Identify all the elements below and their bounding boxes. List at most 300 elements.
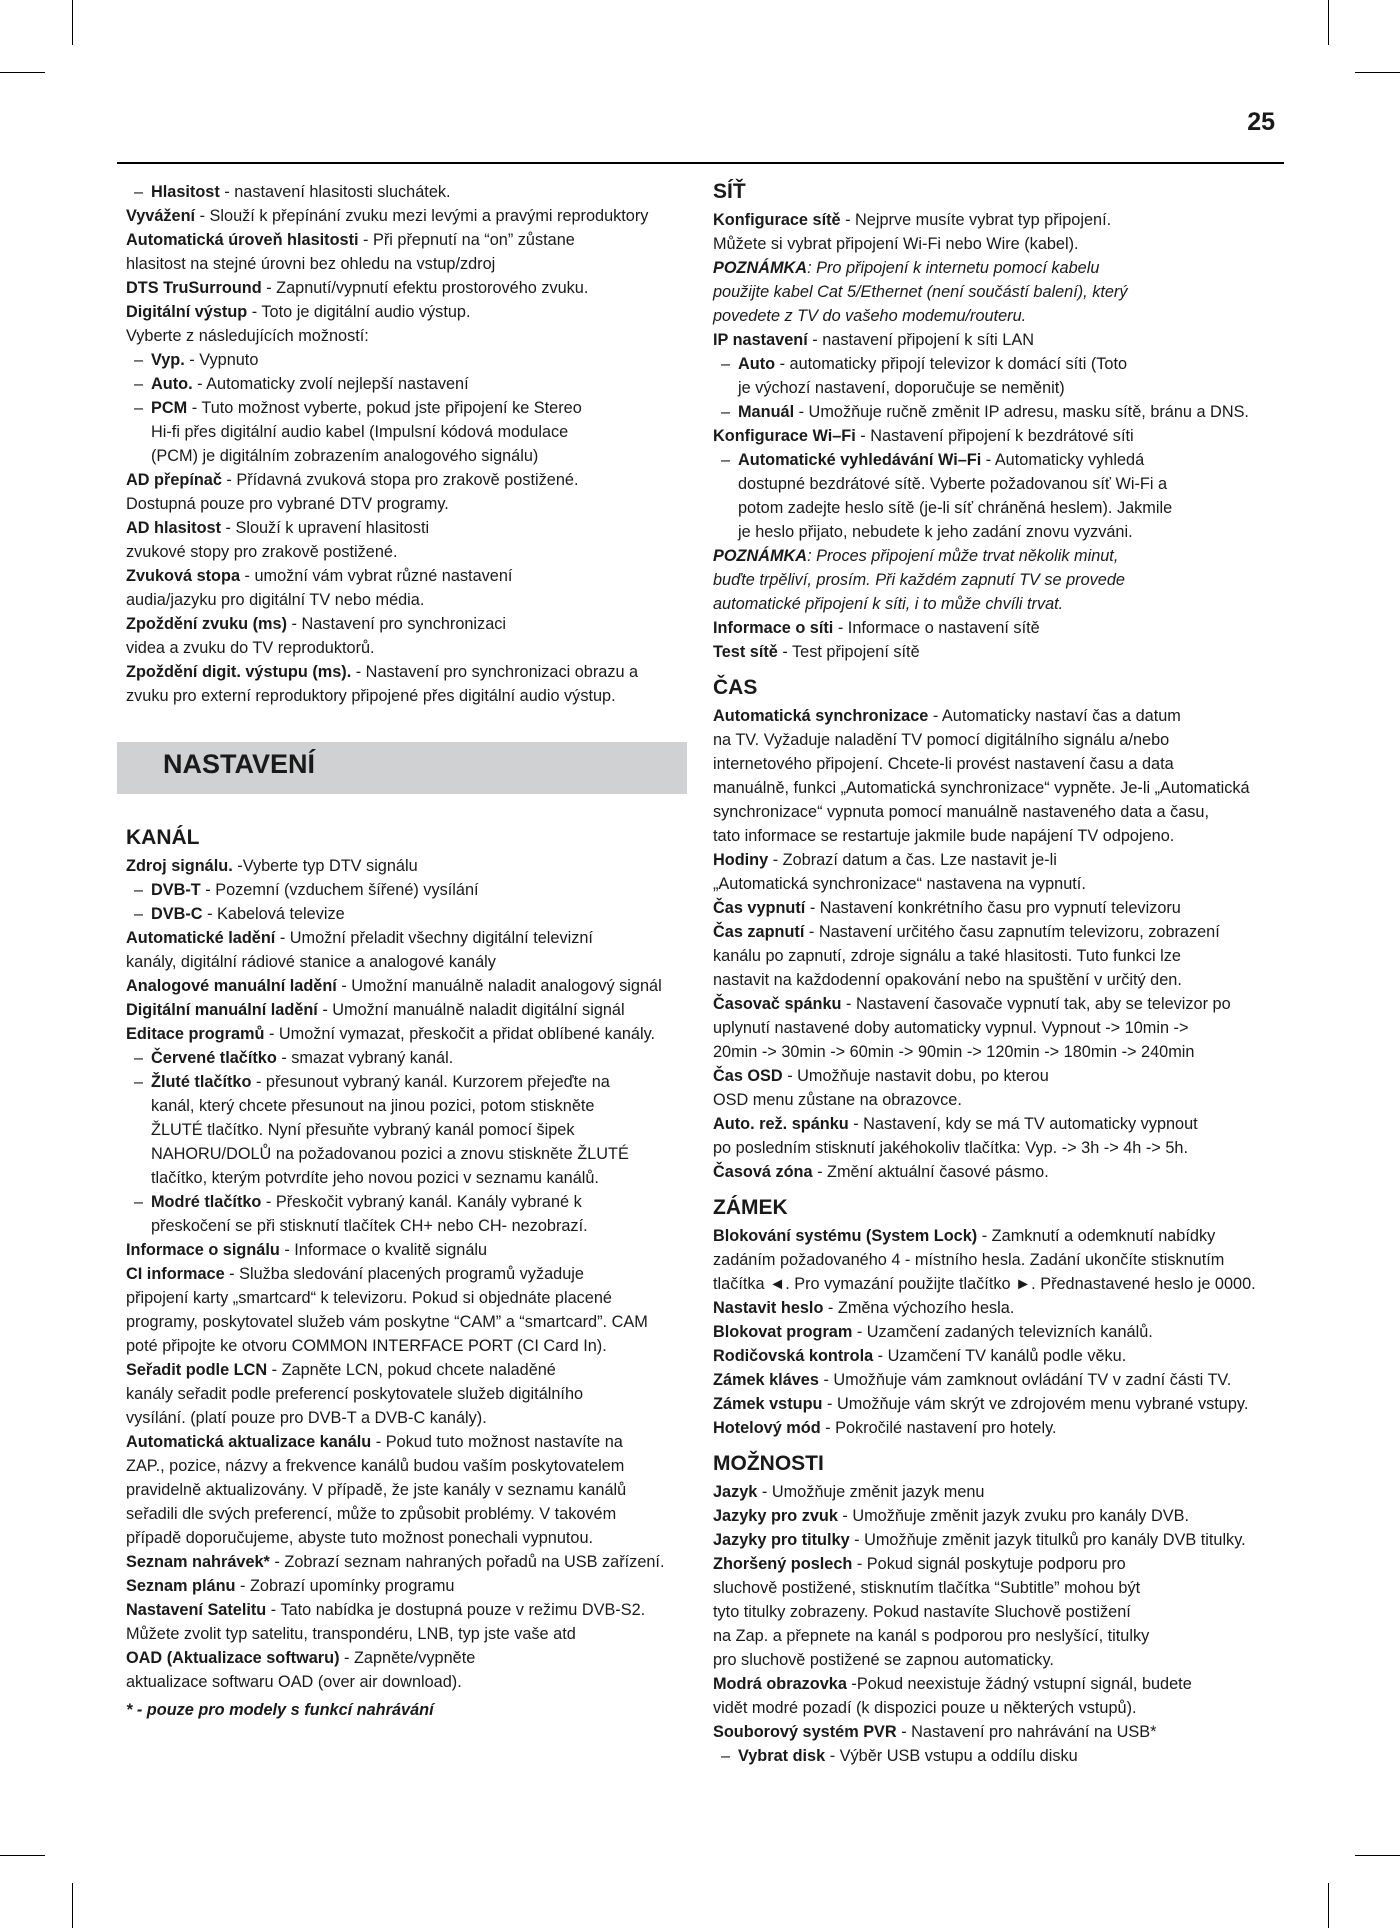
description: - Umožňuje vám skrýt ve zdrojovém menu vybrané vstupy. <box>822 1395 1249 1413</box>
description: hlasitost na stejné úrovni bez ohledu na vstup/zdroj <box>126 255 496 273</box>
term: Hodiny <box>713 851 769 869</box>
term: Čas vypnutí <box>713 899 806 917</box>
description: - Umožňuje změnit jazyk zvuku pro kanály DVB. <box>837 1507 1189 1525</box>
dash-bullet: – <box>134 1193 144 1211</box>
list-item <box>713 376 1298 400</box>
term: Blokování systému (System Lock) <box>713 1227 978 1245</box>
note-line <box>713 256 1298 280</box>
list-sub-item <box>126 1070 686 1094</box>
list-item <box>126 468 686 492</box>
list-item <box>126 684 686 708</box>
description: : Proces připojení může trvat několik minut, <box>807 547 1119 565</box>
description: - přesunout vybraný kanál. Kurzorem přejeďte na <box>251 1073 610 1091</box>
list-item <box>126 324 686 348</box>
description: tato informace se restartuje jakmile bude napájení TV odpojeno. <box>713 827 1175 845</box>
dash-bullet: – <box>134 1049 144 1067</box>
term: Červené tlačítko <box>151 1049 277 1067</box>
list-item <box>126 1502 686 1526</box>
description: - Pozemní (vzduchem šířené) vysílání <box>200 881 479 899</box>
description: OSD menu zůstane na obrazovce. <box>713 1091 962 1109</box>
term: Analogové manuální ladění <box>126 977 337 995</box>
list-item <box>713 1480 1298 1504</box>
list-item <box>126 588 686 612</box>
description: - Vypnuto <box>184 351 259 369</box>
description: - smazat vybraný kanál. <box>276 1049 454 1067</box>
description: internetového připojení. Chcete-li provést nastavení času a data <box>713 755 1174 773</box>
list-item <box>126 444 686 468</box>
list-item <box>126 1358 686 1382</box>
term: Jazyky pro zvuk <box>713 1507 838 1525</box>
list-item <box>713 992 1298 1016</box>
list-item <box>126 492 686 516</box>
list-item <box>126 1406 686 1430</box>
list-item <box>713 1064 1298 1088</box>
description: kanálu po zapnutí, zdroje signálu a také hlasitosti. Tuto funkci lze <box>713 947 1181 965</box>
list-item <box>126 612 686 636</box>
dash-bullet: – <box>134 881 144 899</box>
term: Automatická úroveň hlasitosti <box>126 231 359 249</box>
list-item <box>713 752 1298 776</box>
section-body <box>713 208 1298 664</box>
list-item <box>126 1430 686 1454</box>
list-item <box>126 1670 686 1694</box>
header-rule <box>117 162 1284 164</box>
list-item <box>713 704 1298 728</box>
list-item <box>126 252 686 276</box>
list-item <box>713 1528 1298 1552</box>
list-sub-item <box>713 1744 1298 1768</box>
description: kanály seřadit podle preferencí poskytovatele služeb digitálního <box>126 1385 584 1403</box>
list-item <box>713 920 1298 944</box>
description: - Změna výchozího hesla. <box>823 1299 1015 1317</box>
list-sub-item <box>126 1190 686 1214</box>
description: Dostupná pouze pro vybrané DTV programy. <box>126 495 449 513</box>
list-item <box>713 1016 1298 1040</box>
note-line <box>713 280 1298 304</box>
audio-settings-list <box>126 180 686 708</box>
description: vysílání. (platí pouze pro DVB-T a DVB-C kanály). <box>126 1409 487 1427</box>
list-item <box>713 208 1298 232</box>
list-item <box>126 1454 686 1478</box>
description: zadáním požadovaného 4 - místního hesla. Zadání ukončíte stisknutím <box>713 1251 1225 1269</box>
list-item <box>713 1248 1298 1272</box>
section-heading: ZÁMEK <box>713 1196 788 1219</box>
description: - Přídavná zvuková stopa pro zrakově postižené. <box>221 471 579 489</box>
description: připojení karty „smartcard“ k televizoru. Pokud si objednáte placené <box>126 1289 612 1307</box>
right-sections <box>713 178 1298 1768</box>
list-sub-item <box>126 878 686 902</box>
list-item <box>713 968 1298 992</box>
section-heading: SÍŤ <box>713 180 746 203</box>
list-item <box>126 1238 686 1262</box>
description: - Pokud signál poskytuje podporu pro <box>852 1555 1126 1573</box>
list-item <box>713 1648 1298 1672</box>
term: Konfigurace Wi–Fi <box>713 427 856 445</box>
description: - Slouží k upravení hlasitosti <box>221 519 430 537</box>
list-item <box>126 1478 686 1502</box>
term: Test sítě <box>713 643 778 661</box>
term: Vyvážení <box>126 207 196 225</box>
description: - Umožňuje změnit jazyk menu <box>757 1483 985 1501</box>
description: seřadili dle svých preferencí, může to způsobit problémy. V takovém <box>126 1505 617 1523</box>
description: - Informace o kvalitě signálu <box>279 1241 488 1259</box>
list-item <box>126 1022 686 1046</box>
description: - Informace o nastavení sítě <box>833 619 1040 637</box>
list-item <box>126 276 686 300</box>
term: Zvuková stopa <box>126 567 241 585</box>
list-item <box>713 1416 1298 1440</box>
description: - Slouží k přepínání zvuku mezi levými a pravými reproduktory <box>195 207 649 225</box>
term: CI informace <box>126 1265 225 1283</box>
dash-bullet: – <box>134 399 144 417</box>
list-item <box>126 1622 686 1646</box>
note-line <box>713 304 1298 328</box>
term: Vyp. <box>151 351 185 369</box>
description: -Vyberte typ DTV signálu <box>232 857 418 875</box>
list-item <box>126 1142 686 1166</box>
description: - Umožní vymazat, přeskočit a přidat oblíbené kanály. <box>264 1025 656 1043</box>
description: sluchově postižené, stisknutím tlačítka “Subtitle” mohou být <box>713 1579 1141 1597</box>
term: Časovač spánku <box>713 995 842 1013</box>
list-item <box>126 950 686 974</box>
description: Můžete si vybrat připojení Wi-Fi nebo Wire (kabel). <box>713 235 1079 253</box>
description: - Pokročilé nastavení pro hotely. <box>820 1419 1057 1437</box>
section-banner <box>117 742 687 794</box>
description: videa a zvuku do TV reproduktorů. <box>126 639 375 657</box>
list-item <box>713 1296 1298 1320</box>
description: - Při přepnutí na “on” zůstane <box>358 231 575 249</box>
dash-bullet: – <box>721 403 731 421</box>
term: Automatické vyhledávání Wi–Fi <box>738 451 982 469</box>
list-item <box>126 540 686 564</box>
term: DVB-C <box>151 905 203 923</box>
description: - Nastavení, kdy se má TV automaticky vypnout <box>848 1115 1198 1133</box>
description: - Automaticky zvolí nejlepší nastavení <box>192 375 469 393</box>
description: - Toto je digitální audio výstup. <box>247 303 471 321</box>
list-item <box>126 1286 686 1310</box>
description: : Pro připojení k internetu pomocí kabelu <box>807 259 1100 277</box>
dash-bullet: – <box>721 355 731 373</box>
description: - automaticky připojí televizor k domácí síti (Toto <box>775 355 1128 373</box>
term: Informace o síti <box>713 619 834 637</box>
description: - Umožní manuálně naladit digitální signál <box>317 1001 625 1019</box>
list-item <box>126 1334 686 1358</box>
list-item <box>713 800 1298 824</box>
description: - Umožňuje nastavit dobu, po kterou <box>782 1067 1049 1085</box>
term: Hlasitost <box>151 183 220 201</box>
description: pravidelně aktualizovány. V případě, že jste kanály v seznamu kanálů <box>126 1481 627 1499</box>
list-item <box>713 1344 1298 1368</box>
list-item <box>713 824 1298 848</box>
term: Zámek kláves <box>713 1371 819 1389</box>
list-item <box>126 1382 686 1406</box>
dash-bullet: – <box>721 451 731 469</box>
crop-mark <box>1328 0 1329 45</box>
term: Manuál <box>738 403 795 421</box>
description: -Pokud neexistuje žádný vstupní signál, budete <box>846 1675 1192 1693</box>
description: - Nastavení časovače vypnutí tak, aby se televizor po <box>841 995 1231 1013</box>
list-item <box>126 1526 686 1550</box>
note-line <box>713 568 1298 592</box>
description: - Pokud tuto možnost nastavíte na <box>371 1433 623 1451</box>
list-sub-item <box>126 1046 686 1070</box>
term: Souborový systém PVR <box>713 1723 897 1741</box>
footnote: * - pouze pro modely s funkcí nahrávání <box>126 1701 434 1719</box>
dash-bullet: – <box>134 351 144 369</box>
description: ŽLUTÉ tlačítko. Nyní přesuňte vybraný kanál pomocí šipek <box>151 1121 575 1139</box>
description: - Nastavení pro synchronizaci obrazu a <box>351 663 639 681</box>
term: Zpoždění zvuku (ms) <box>126 615 288 633</box>
description: „Automatická synchronizace“ nastavena na vypnutí. <box>713 875 1086 893</box>
left-column <box>126 180 686 1722</box>
term: Zdroj signálu. <box>126 857 233 875</box>
description: - Přeskočit vybraný kanál. Kanály vybrané k <box>261 1193 582 1211</box>
list-item <box>126 204 686 228</box>
description: - Nejprve musíte vybrat typ připojení. <box>840 211 1112 229</box>
description: - Uzamčení TV kanálů podle věku. <box>873 1347 1127 1365</box>
description: - Zapněte LCN, pokud chcete naladěné <box>267 1361 556 1379</box>
description: - Tato nabídka je dostupná pouze v režimu DVB-S2. <box>266 1601 646 1619</box>
list-item <box>713 1272 1298 1296</box>
description: na Zap. a přepnete na kanál s podporou pro neslyšící, titulky <box>713 1627 1150 1645</box>
term: Digitální manuální ladění <box>126 1001 318 1019</box>
term: Nastavit heslo <box>713 1299 824 1317</box>
description: vidět modré pozadí (k dispozici pouze u některých vstupů). <box>713 1699 1137 1717</box>
description: buďte trpěliví, prosím. Při každém zapnutí TV se provede <box>713 571 1125 589</box>
list-item <box>713 944 1298 968</box>
description: audia/jazyku pro digitální TV nebo média. <box>126 591 425 609</box>
section-body <box>713 704 1298 1184</box>
list-item <box>713 496 1298 520</box>
note-line <box>713 592 1298 616</box>
description: - Zapněte/vypněte <box>339 1649 476 1667</box>
section-body <box>713 1224 1298 1440</box>
term: Blokovat program <box>713 1323 853 1341</box>
term: Vybrat disk <box>738 1747 826 1765</box>
term: Automatické ladění <box>126 929 276 947</box>
list-item <box>713 848 1298 872</box>
list-sub-item <box>126 396 686 420</box>
description: zvukové stopy pro zrakově postižené. <box>126 543 398 561</box>
term: Jazyk <box>713 1483 758 1501</box>
list-item <box>126 660 686 684</box>
term: POZNÁMKA <box>713 547 808 565</box>
list-item <box>126 1646 686 1670</box>
term: AD přepínač <box>126 471 222 489</box>
description: NAHORU/DOLŮ na požadovanou pozici a znovu stiskněte ŽLUTÉ <box>151 1145 629 1163</box>
term: Časová zóna <box>713 1163 813 1181</box>
description: - umožní vám vybrat různé nastavení <box>240 567 513 585</box>
list-item <box>126 1598 686 1622</box>
term: Seřadit podle LCN <box>126 1361 268 1379</box>
description: na TV. Vyžaduje naladění TV pomocí digitálního signálu a/nebo <box>713 731 1170 749</box>
description: - Zamknutí a odemknutí nabídky <box>977 1227 1216 1245</box>
description: - Uzamčení zadaných televizních kanálů. <box>852 1323 1153 1341</box>
list-item <box>713 472 1298 496</box>
list-item <box>126 1214 686 1238</box>
list-sub-item <box>713 352 1298 376</box>
description: - Nastavení konkrétního času pro vypnutí televizoru <box>805 899 1181 917</box>
term: Nastavení Satelitu <box>126 1601 267 1619</box>
dash-bullet: – <box>134 905 144 923</box>
list-item <box>126 1118 686 1142</box>
term: Zhoršený poslech <box>713 1555 853 1573</box>
term: Zpoždění digit. výstupu (ms). <box>126 663 352 681</box>
description: - Nastavení určitého času zapnutím televizoru, zobrazení <box>804 923 1220 941</box>
crop-mark <box>72 1883 73 1928</box>
list-item <box>126 636 686 660</box>
term: Žluté tlačítko <box>151 1073 252 1091</box>
right-column <box>713 178 1298 1768</box>
description: - Tuto možnost vyberte, pokud jste připojení ke Stereo <box>187 399 582 417</box>
description: - Umožňuje vám zamknout ovládání TV v zadní části TV. <box>818 1371 1232 1389</box>
dash-bullet: – <box>721 1747 731 1765</box>
term: Konfigurace sítě <box>713 211 841 229</box>
list-item <box>713 1696 1298 1720</box>
description: (PCM) je digitálním zobrazením analogového signálu) <box>151 447 539 465</box>
term: Modrá obrazovka <box>713 1675 847 1693</box>
list-item <box>126 998 686 1022</box>
description: - Služba sledování placených programů vyžaduje <box>224 1265 584 1283</box>
description: - Kabelová televize <box>202 905 345 923</box>
dash-bullet: – <box>134 1073 144 1091</box>
dash-bullet: – <box>134 183 144 201</box>
list-item <box>126 516 686 540</box>
section-heading: MOŽNOSTI <box>713 1452 824 1475</box>
list-item <box>713 1112 1298 1136</box>
list-item <box>126 564 686 588</box>
list-sub-item <box>126 372 686 396</box>
description: - nastavení připojení k síti LAN <box>807 331 1034 349</box>
list-item <box>713 328 1298 352</box>
term: POZNÁMKA <box>713 259 808 277</box>
description: Můžete zvolit typ satelitu, transpondéru, LNB, typ jste vaše atd <box>126 1625 576 1643</box>
term: IP nastavení <box>713 331 808 349</box>
list-item <box>713 1600 1298 1624</box>
description: ZAP., pozice, názvy a frekvence kanálů budou vaším poskytovatelem <box>126 1457 625 1475</box>
description: Vyberte z následujících možností: <box>126 327 369 345</box>
list-item <box>713 1552 1298 1576</box>
section-heading: ČAS <box>713 676 758 699</box>
list-item <box>126 228 686 252</box>
term: Informace o signálu <box>126 1241 280 1259</box>
list-item <box>713 1136 1298 1160</box>
list-item <box>126 854 686 878</box>
list-item <box>713 1320 1298 1344</box>
list-item <box>126 974 686 998</box>
description: - Umožňuje ručně změnit IP adresu, masku sítě, bránu a DNS. <box>794 403 1249 421</box>
description: - Zapnutí/vypnutí efektu prostorového zvuku. <box>261 279 589 297</box>
crop-mark <box>0 72 45 73</box>
list-sub-item <box>126 902 686 926</box>
term: Modré tlačítko <box>151 1193 262 1211</box>
list-item <box>713 520 1298 544</box>
list-sub-item <box>713 448 1298 472</box>
list-item <box>126 420 686 444</box>
list-item <box>713 728 1298 752</box>
crop-mark <box>1355 72 1400 73</box>
description: kanál, který chcete přesunout na jinou pozici, potom stiskněte <box>151 1097 595 1115</box>
crop-mark <box>72 0 73 45</box>
description: - Umožňuje změnit jazyk titulků pro kanály DVB titulky. <box>849 1531 1246 1549</box>
description: tlačítka ◄. Pro vymazání použijte tlačítko ►. Přednastavené heslo je 0000. <box>713 1275 1256 1293</box>
list-item <box>126 1574 686 1598</box>
description: - Zobrazí datum a čas. Lze nastavit je-li <box>768 851 1057 869</box>
term: PCM <box>151 399 188 417</box>
list-item <box>126 1166 686 1190</box>
description: - Nastavení pro nahrávání na USB* <box>896 1723 1157 1741</box>
description: pro sluchově postižené se zapnou automaticky. <box>713 1651 1054 1669</box>
list-item <box>126 300 686 324</box>
description: případě doporučujeme, abyste tuto možnost ponechali vypnutou. <box>126 1529 594 1547</box>
term: Auto. rež. spánku <box>713 1115 849 1133</box>
list-item <box>126 1094 686 1118</box>
description: kanály, digitální rádiové stanice a analogové kanály <box>126 953 496 971</box>
term: Seznam plánu <box>126 1577 236 1595</box>
term: AD hlasitost <box>126 519 221 537</box>
list-item <box>713 1720 1298 1744</box>
list-item <box>713 1040 1298 1064</box>
list-item <box>713 1392 1298 1416</box>
description: tyto titulky zobrazeny. Pokud nastavíte Sluchově postižení <box>713 1603 1131 1621</box>
term: Čas zapnutí <box>713 923 805 941</box>
description: poté připojte ke otvoru COMMON INTERFACE PORT (CI Card In). <box>126 1337 607 1355</box>
term: Rodičovská kontrola <box>713 1347 874 1365</box>
list-item <box>713 1624 1298 1648</box>
list-item <box>713 616 1298 640</box>
section-heading-kanal: KANÁL <box>126 826 200 849</box>
description: přeskočení se při stisknutí tlačítek CH+ nebo CH- nezobrazí. <box>151 1217 588 1235</box>
term: DTS TruSurround <box>126 279 262 297</box>
description: nastavit na každodenní opakování nebo na spuštění v určitý den. <box>713 971 1182 989</box>
term: Jazyky pro titulky <box>713 1531 850 1549</box>
description: po posledním stisknutí jakéhokoliv tlačítka: Vyp. -> 3h -> 4h -> 5h. <box>713 1139 1188 1157</box>
list-item <box>713 232 1298 256</box>
term: Seznam nahrávek* <box>126 1553 270 1571</box>
description: zvuku pro externí reproduktory připojené přes digitální audio výstup. <box>126 687 616 705</box>
list-sub-item <box>126 348 686 372</box>
term: OAD (Aktualizace softwaru) <box>126 1649 340 1667</box>
description: potom zadejte heslo sítě (je-li síť chráněná heslem). Jakmile <box>738 499 1173 517</box>
list-item <box>713 896 1298 920</box>
term: Digitální výstup <box>126 303 248 321</box>
term: Zámek vstupu <box>713 1395 823 1413</box>
term: Čas OSD <box>713 1067 783 1085</box>
list-sub-item <box>713 400 1298 424</box>
term: Auto. <box>151 375 193 393</box>
description: - Automaticky nastaví čas a datum <box>928 707 1181 725</box>
crop-mark <box>1355 1855 1400 1856</box>
description: - Zobrazí upomínky programu <box>235 1577 455 1595</box>
section-body <box>713 1480 1298 1768</box>
description: dostupné bezdrátové sítě. Vyberte požadovanou síť Wi-Fi a <box>738 475 1168 493</box>
term: Editace programů <box>126 1025 265 1043</box>
list-item <box>713 424 1298 448</box>
description: je výchozí nastavení, doporučuje se neměnit) <box>738 379 1065 397</box>
description: - Umožní přeladit všechny digitální televizní <box>275 929 593 947</box>
description: - Nastavení pro synchronizaci <box>287 615 507 633</box>
term: Auto <box>738 355 776 373</box>
list-sub-item <box>126 180 686 204</box>
description: manuálně, funkci „Automatická synchronizace“ vypněte. Je-li „Automatická <box>713 779 1250 797</box>
description: tlačítko, kterým potvrdíte jeho novou pozici v seznamu kanálů. <box>151 1169 599 1187</box>
list-item <box>126 1310 686 1334</box>
note-line <box>713 544 1298 568</box>
page-number: 25 <box>1247 108 1275 136</box>
description: - Test připojení sítě <box>777 643 920 661</box>
description: uplynutí nastavené doby automaticky vypnul. Vypnout -> 10min -> <box>713 1019 1189 1037</box>
description: - Zobrazí seznam nahraných pořadů na USB zařízení. <box>269 1553 665 1571</box>
